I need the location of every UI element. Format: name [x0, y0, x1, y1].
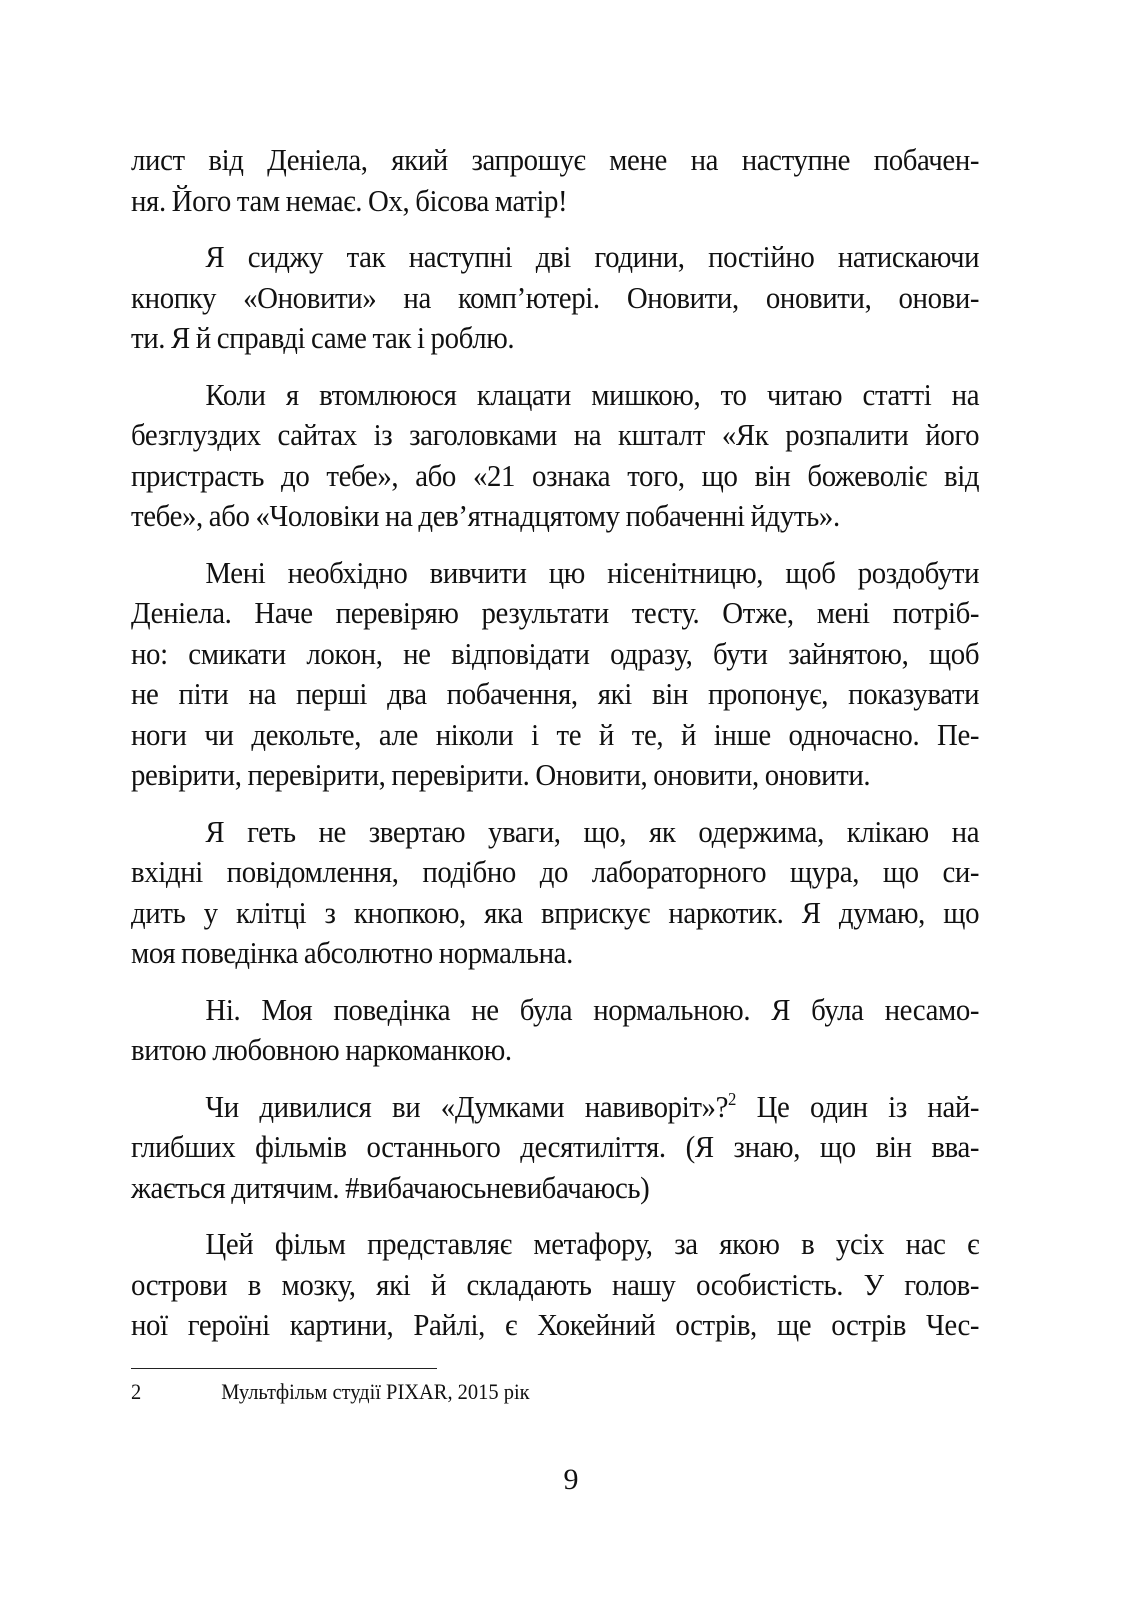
paragraph	[131, 812, 979, 974]
paragraph	[131, 237, 979, 359]
text-line: Я сиджу так наступні дві години, постійно натискаючи	[205, 239, 980, 274]
text-fragment: Чи дивилися ви «Думками навиворіт»?	[205, 1088, 729, 1124]
text-line: Коли я втомлююся клацати мишкою, то читаю статті на	[205, 376, 980, 412]
text-line: Ні. Моя поведінка не була нормальною. Я була несамо-	[205, 991, 980, 1027]
page-number: 9	[563, 1463, 579, 1496]
text-line: вхідні повідомлення, подібно до лабораторного щура, що си-	[131, 854, 980, 889]
text-line: лист від Деніела, який запрошує мене на наступне побачен-	[131, 142, 980, 177]
text-line: острови в мозку, які й складають нашу особистість. У голов-	[131, 1266, 980, 1302]
text-line: пристрасть до тебе», або «21 ознака того, що він божеволіє від	[131, 457, 980, 493]
paragraph	[131, 1087, 979, 1209]
footnote-divider	[131, 1368, 437, 1369]
text-line: кнопку «Оновити» на комп’ютері. Оновити, оновити, онови-	[131, 279, 980, 315]
footnote	[131, 1378, 530, 1406]
text-line: ня. Його там немає. Ох, бісова матір!	[131, 182, 568, 218]
footnote-number: 2	[131, 1379, 142, 1404]
text-line: ноги чи декольте, але ніколи і те й те, й інше одночасно. Пе-	[131, 716, 980, 752]
paragraph	[131, 990, 979, 1071]
text-line: не піти на перші два побачення, які він пропонує, показувати	[131, 676, 980, 711]
text-fragment: Це один із най-	[736, 1088, 980, 1124]
paragraph	[131, 1224, 979, 1346]
text-line: дить у клітці з кнопкою, яка вприскує наркотик. Я думаю, що	[131, 894, 980, 930]
text-line: Цей фільм представляє метафору, за якою в усіх нас є	[205, 1226, 980, 1261]
text-line	[131, 1087, 979, 1128]
footnote-text: Мультфільм студії PIXAR, 2015 рік	[221, 1379, 530, 1404]
text-line: витою любовною наркоманкою.	[131, 1032, 512, 1067]
page-body	[131, 140, 979, 1362]
text-line: ти. Я й справді саме так і роблю.	[131, 320, 515, 355]
footnote-reference[interactable]: 2	[728, 1088, 737, 1109]
text-line: Я геть не звертаю уваги, що, як одержима, клікаю на	[205, 813, 980, 849]
text-line: Мені необхідно вивчити цю нісенітницю, щоб роздобути	[205, 554, 980, 590]
text-line: ної героїні картини, Райлі, є Хокейний острів, ще острів Чес-	[131, 1307, 980, 1342]
text-line: безглуздих сайтах із заголовками на кшталт «Як розпалити його	[131, 417, 980, 452]
text-line: ревірити, перевірити, перевірити. Оновити, оновити, оновити.	[131, 757, 871, 792]
text-line: Деніела. Наче перевіряю результати тесту. Отже, мені потріб-	[131, 595, 980, 630]
text-line: но: смикати локон, не відповідати одразу, бути зайнятою, щоб	[131, 635, 980, 671]
paragraph	[131, 553, 979, 796]
text-line: моя поведінка абсолютно нормальна.	[131, 935, 573, 970]
paragraph	[131, 140, 979, 221]
paragraph	[131, 375, 979, 537]
text-line: глибших фільмів останнього десятиліття. (Я знаю, що він вва-	[131, 1129, 980, 1164]
text-line: тебе», або «Чоловіки на дев’ятнадцятому побаченні йдуть».	[131, 498, 840, 533]
text-line: жається дитячим. #вибачаюсьневибачаюсь)	[131, 1169, 650, 1205]
